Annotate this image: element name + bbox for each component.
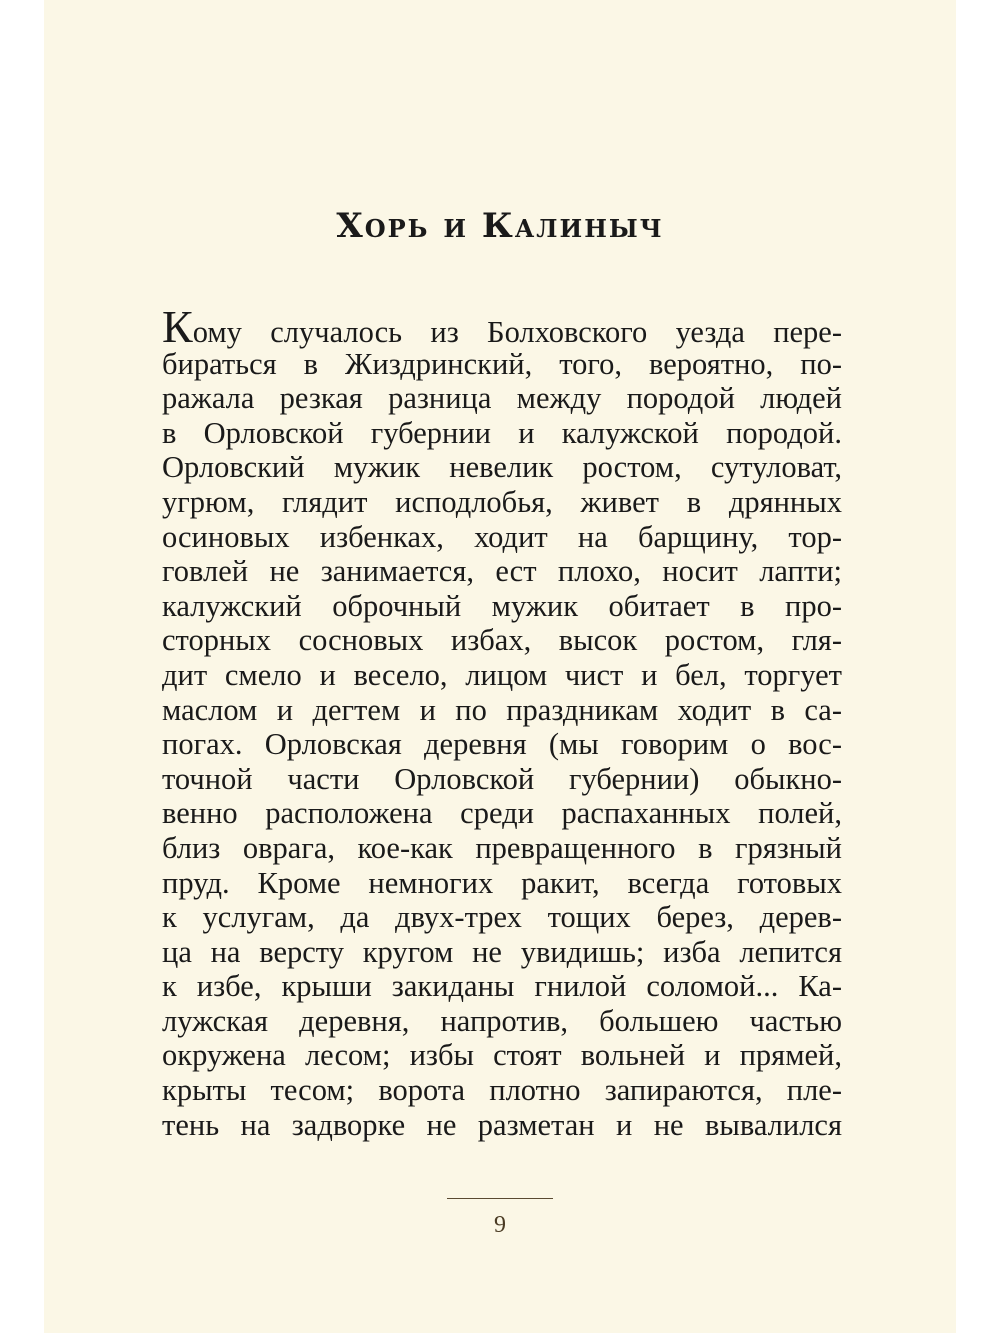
- paragraph-line: пруд. Кроме немногих ракит, всегда готовых: [162, 865, 842, 900]
- paragraph-line: дит смело и весело, лицом чист и бел, торгует: [162, 657, 842, 692]
- first-line-text: ому случалось из Болховского уезда пере-: [192, 315, 842, 349]
- chapter-title: Хорь и Калиныч: [336, 206, 664, 246]
- paragraph-line: калужский оброчный мужик обитает в про-: [162, 588, 842, 623]
- book-page: [44, 0, 956, 1333]
- paragraph-line: точной части Орловской губернии) обыкно-: [162, 761, 842, 796]
- paragraph-line: Орловский мужик невелик ростом, сутуловат,: [162, 450, 842, 485]
- paragraph-line: бираться в Жиздринский, того, вероятно, по-: [162, 346, 842, 381]
- paragraph-line: сторных сосновых избах, высок ростом, гля-: [162, 623, 842, 658]
- chapter-paragraph: [162, 301, 842, 1142]
- paragraph-line: маслом и дегтем и по праздникам ходит в са-: [162, 692, 842, 727]
- paragraph-line: в Орловской губернии и калужской породой.: [162, 415, 842, 450]
- paragraph-line: к избе, крыши закиданы гнилой соломой... Ка-: [162, 969, 842, 1004]
- paragraph-line: крыты тесом; ворота плотно запираются, пле-: [162, 1073, 842, 1108]
- drop-cap-letter: К: [162, 301, 193, 352]
- paragraph-line: тень на задворке не разметан и не вывалился: [162, 1107, 842, 1142]
- paragraph-line: угрюм, глядит исподлобья, живет в дрянных: [162, 484, 842, 519]
- page-number: 9: [494, 1212, 506, 1238]
- paragraph-line: ражала резкая разница между породой людей: [162, 381, 842, 416]
- paragraph-line: говлей не занимается, ест плохо, носит лапти;: [162, 554, 842, 589]
- paragraph-line: близ оврага, кое-как превращенного в грязный: [162, 830, 842, 865]
- paragraph-line: венно расположена среди распаханных полей,: [162, 796, 842, 831]
- paragraph-line: окружена лесом; избы стоят вольней и прямей,: [162, 1038, 842, 1073]
- paragraph-line: к услугам, да двух-трех тощих берез, дерев-: [162, 900, 842, 935]
- paragraph-line: погах. Орловская деревня (мы говорим о вос-: [162, 727, 842, 762]
- paragraph-line: ца на версту кругом не увидишь; изба лепится: [162, 934, 842, 969]
- paragraph-line: осиновых избенках, ходит на барщину, тор-: [162, 519, 842, 554]
- footer-rule: [447, 1198, 553, 1199]
- paragraph-first-line: [162, 301, 842, 352]
- paragraph-line: лужская деревня, напротив, большею частью: [162, 1003, 842, 1038]
